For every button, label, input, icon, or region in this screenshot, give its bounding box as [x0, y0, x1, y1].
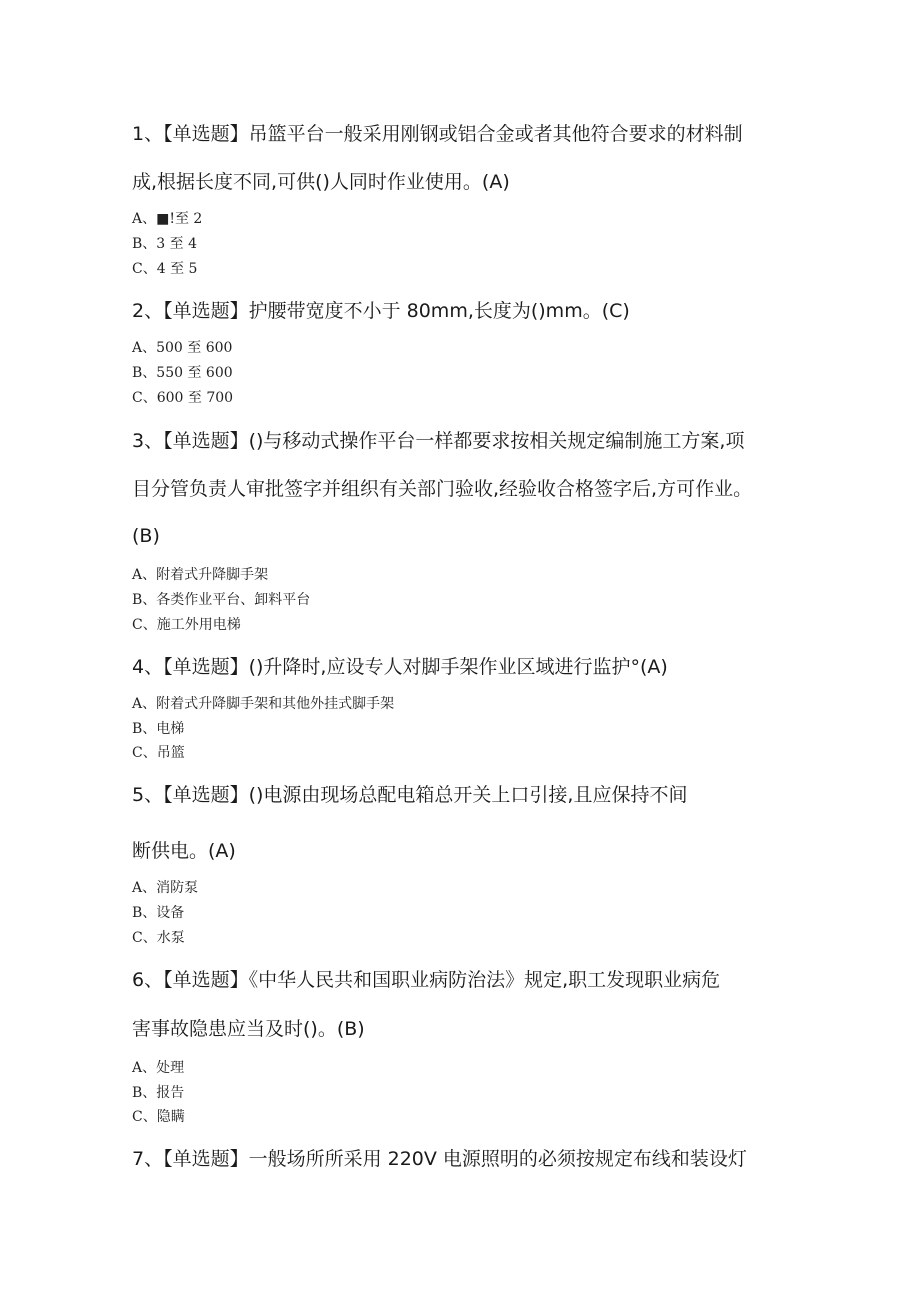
- question-3-line-1: 3、【单选题】()与移动式操作平台一样都要求按相关规定编制施工方案,项: [132, 430, 745, 452]
- question-2-line-1: 2、【单选题】护腰带宽度不小于 80mm,长度为()mm。(C): [132, 300, 630, 322]
- question-6-option-a: A、处理: [132, 1060, 185, 1076]
- question-4-line-1: 4、【单选题】()升降时,应设专人对脚手架作业区域进行监护°(A): [132, 656, 668, 678]
- question-3-line-2: 目分管负责人审批签字并组织有关部门验收,经验收合格签字后,方可作业。: [132, 478, 753, 500]
- question-5-line-1: 5、【单选题】()电源由现场总配电箱总开关上口引接,且应保持不间: [132, 784, 688, 806]
- question-2-option-a: A、500 至 600: [132, 340, 233, 356]
- question-4-option-a: A、附着式升降脚手架和其他外挂式脚手架: [132, 696, 395, 712]
- question-1-option-c: C、4 至 5: [132, 261, 198, 277]
- question-6-line-2: 害事故隐患应当及时()。(B): [132, 1018, 365, 1040]
- question-4-option-b: B、电梯: [132, 721, 185, 737]
- question-3-line-3: (B): [132, 525, 160, 547]
- question-5-line-2: 断供电。(A): [132, 840, 236, 862]
- question-1-option-a: A、■!至 2: [132, 211, 203, 227]
- question-4-option-c: C、吊篮: [132, 745, 185, 761]
- question-5-option-c: C、水泵: [132, 930, 185, 946]
- question-1-line-1: 1、【单选题】吊篮平台一般采用刚钢或铝合金或者其他符合要求的材料制: [132, 123, 743, 145]
- question-1-line-2: 成,根据长度不同,可供()人同时作业使用。(A): [132, 171, 510, 193]
- question-3-option-c: C、施工外用电梯: [132, 617, 241, 633]
- question-6-option-b: B、报告: [132, 1085, 185, 1101]
- question-3-option-a: A、附着式升降脚手架: [132, 567, 269, 583]
- question-5-option-b: B、设备: [132, 905, 185, 921]
- question-5-option-a: A、消防泵: [132, 880, 199, 896]
- question-6-line-1: 6、【单选题】《中华人民共和国职业病防治法》规定,职工发现职业病危: [132, 969, 721, 991]
- question-2-option-c: C、600 至 700: [132, 390, 234, 406]
- question-7-line-1: 7、【单选题】一般场所所采用 220V 电源照明的必须按规定布线和装设灯: [132, 1148, 747, 1170]
- question-3-option-b: B、各类作业平台、卸料平台: [132, 592, 311, 608]
- question-6-option-c: C、隐瞒: [132, 1109, 185, 1125]
- question-2-option-b: B、550 至 600: [132, 365, 233, 381]
- question-1-option-b: B、3 至 4: [132, 236, 198, 252]
